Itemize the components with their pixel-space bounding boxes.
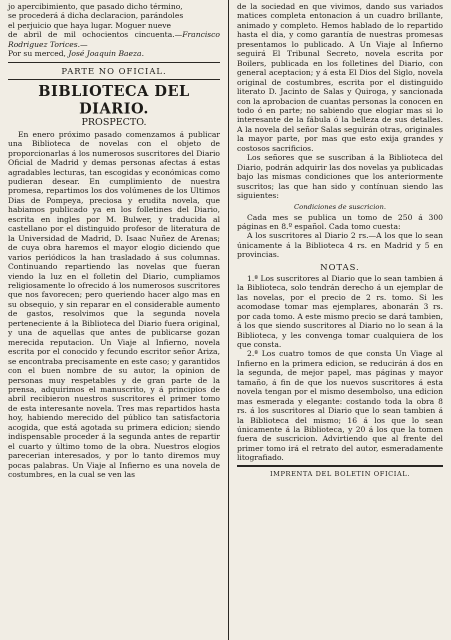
section-title: PARTE NO OFICIAL. [61, 65, 167, 76]
footer-rule [237, 465, 443, 467]
signature-line [8, 49, 220, 58]
notice-line-4-text: de abril de mil ochocientos cincuenta.— [8, 30, 183, 40]
notes-title: NOTAS. [320, 261, 360, 272]
note-1: 1.ª Los suscritores al Diario que lo sean tambien á la Biblioteca, solo tendrán derecho á un ejemplar de las novelas, por el precio de 2 rs. tomo. Si les acomodase tomar mas ejemplares, abonarán 3 rs. por cada tomo. A este mismo precio se dará tambien, á los que siendo suscritores al Diario no lo sean á la Biblioteca, y les convenga tomar cualquiera de los que consta. [237, 273, 443, 349]
condition-1: Cada mes se publica un tomo de 250 á 300 páginas en 8.º español. Cada tomo cuesta: [237, 212, 443, 231]
column-divider [228, 0, 229, 640]
subscription-paragraph: Los señores que se suscriban á la Biblioteca del Diario, podrán adquirir las dos novelas ya publicadas bajo las mismas condiciones que los anteriormente suscritos; las que han sido y contínuan siendo las siguientes: [237, 153, 443, 201]
right-column [237, 2, 443, 478]
prospectus-continuation: de la sociedad en que vivimos, dando sus variados matices completa entonacion á un cuadro brillante, animado y completo. Hemos hablado de lo repartido hasta el dia, y como garantía de nuestras promesas presentamos lo publicado. A Un Viaje al Infierno seguirá El Tribunal Secreto, novela escrita por Boilers, publicada en los folletines del Diario, con general aceptacion; y á esta El Dios del Siglo, novela original de costumbres, escrita por el distinguido literato D. Jacinto de Salas y Quiroga, y sancionada con la aprobacion de cuantas personas la conocen en todo ó en parte; no sabiendo que elogiar mas si lo interesante de la fábula ó la belleza de sus detalles. A la novela del señor Salas seguirán otras, originales la mayor parte, por mas que esto exija grandes y costosos sacrificios. [237, 2, 443, 153]
notice-line-4 [8, 30, 220, 49]
prospectus-title: PROSPECTO. [81, 116, 147, 128]
signature-name: Francisco Rodriguez Torices.— [8, 30, 220, 49]
note-2: 2.ª Los cuatro tomos de que consta Un Viage al Infierno en la primera edicion, se reducirán á dos en la segunda, de mejor papel, mas páginas y mayor tamaño, á fin de que los nuevos suscritores á esta novela tengan por el mismo desembolso, una edicion mas esmerada y elegante: costando toda la obra 8 rs. á los suscritores al Diario que lo sean tambien á la Biblioteca del mismo; 16 á los que lo sean únicamente á la Biblioteca, y 20 á los que la tomen fuera de suscricion. Advirtiendo que al frente del primer tomo irá el retrato del autor, esmeradamente litografiado. [237, 349, 443, 463]
condition-2: A los suscritores al Diario 2 rs.—A los que lo sean únicamente á la Biblioteca 4 rs. en Madrid y 5 en provincias. [237, 231, 443, 260]
rule [8, 79, 220, 80]
secretary-name: José Joaquin Baeza. [68, 49, 144, 59]
notice-line-2: se procederá á dicha declaracion, parándoles [8, 11, 184, 21]
conditions-title: Condiciones de suscricion. [293, 202, 387, 211]
by-order: Por su merced, [8, 49, 66, 59]
masthead-title: BIBLIOTECA DEL DIARIO. [38, 81, 190, 118]
notice-line-3: el perjuicio que haya lugar. Moguer nueve [8, 20, 171, 30]
rule [8, 62, 220, 63]
notice-line-1: jo apercibimiento, que pasado dicho término, [8, 2, 183, 11]
left-column [8, 2, 220, 479]
prospectus-body: En enero próximo pasado comenzamos á publicar una Biblioteca de novelas con el objeto de proporcionarlas á los numerosos suscritores del Diario Oficial de Madrid y demas personas afectas á estas agradables lecturas, tan escogidas y económicas como pudieran desear. En cumplimiento de nuestra promesa, repartimos los dos volúmenes de los Ultimos Dias de Pompeya, preciosa y erudita novela, que habiamos publicado ya en los folletines del Diario, escrita en ingles por M. Bulwer, y traducida al castellano por el distinguido profesor de literatura de la Universidad de Madrid, D. Isaac Nuñez de Arenas; de cuya obra haremos el mayor elogio diciendo que varios periódicos la han trasladado á sus columnas. Continuando repartiendo las novelas que fueran viendo la luz en el folletin del Diario, cumpliamos religiosamente lo ofrecido á los numerosos suscritores que nos favorecen; pero queriendo hacer algo mas en su obsequio, y sin reparar en el considerable aumento de gastos, resolvimos que la segunda novela perteneciente á la Biblioteca del Diario fuera original, y una de aquellas que antes de publicarse gozan merecida reputacion. Un Viaje al Infierno, novela escrita por el conocido y fecundo escritor señor Ariza, se encontraba precisamente en este caso; y garantidos con el buen nombre de su autor, la opinion de personas muy respetables y de gran parte de la prensa, adquirimos el manuscrito, y á principios de abril recibieron nuestros suscritores el primer tomo de esta interesante novela. Tres mas repartidos hasta hoy, habiendo merecido del público tan satisfactoria acogida, que está agotada su primera edicion; siendo indispensable proceder á la segunda antes de repartir el cuarto y último tomo de la obra. Nuestros elogios parecerian interesados, y por lo tanto diremos muy pocas palabras. Un Viaje al Infierno es una novela de costumbres, en la cual se ven las [8, 129, 220, 480]
printer-imprint: IMPRENTA DEL BOLETIN OFICIAL. [269, 469, 411, 478]
